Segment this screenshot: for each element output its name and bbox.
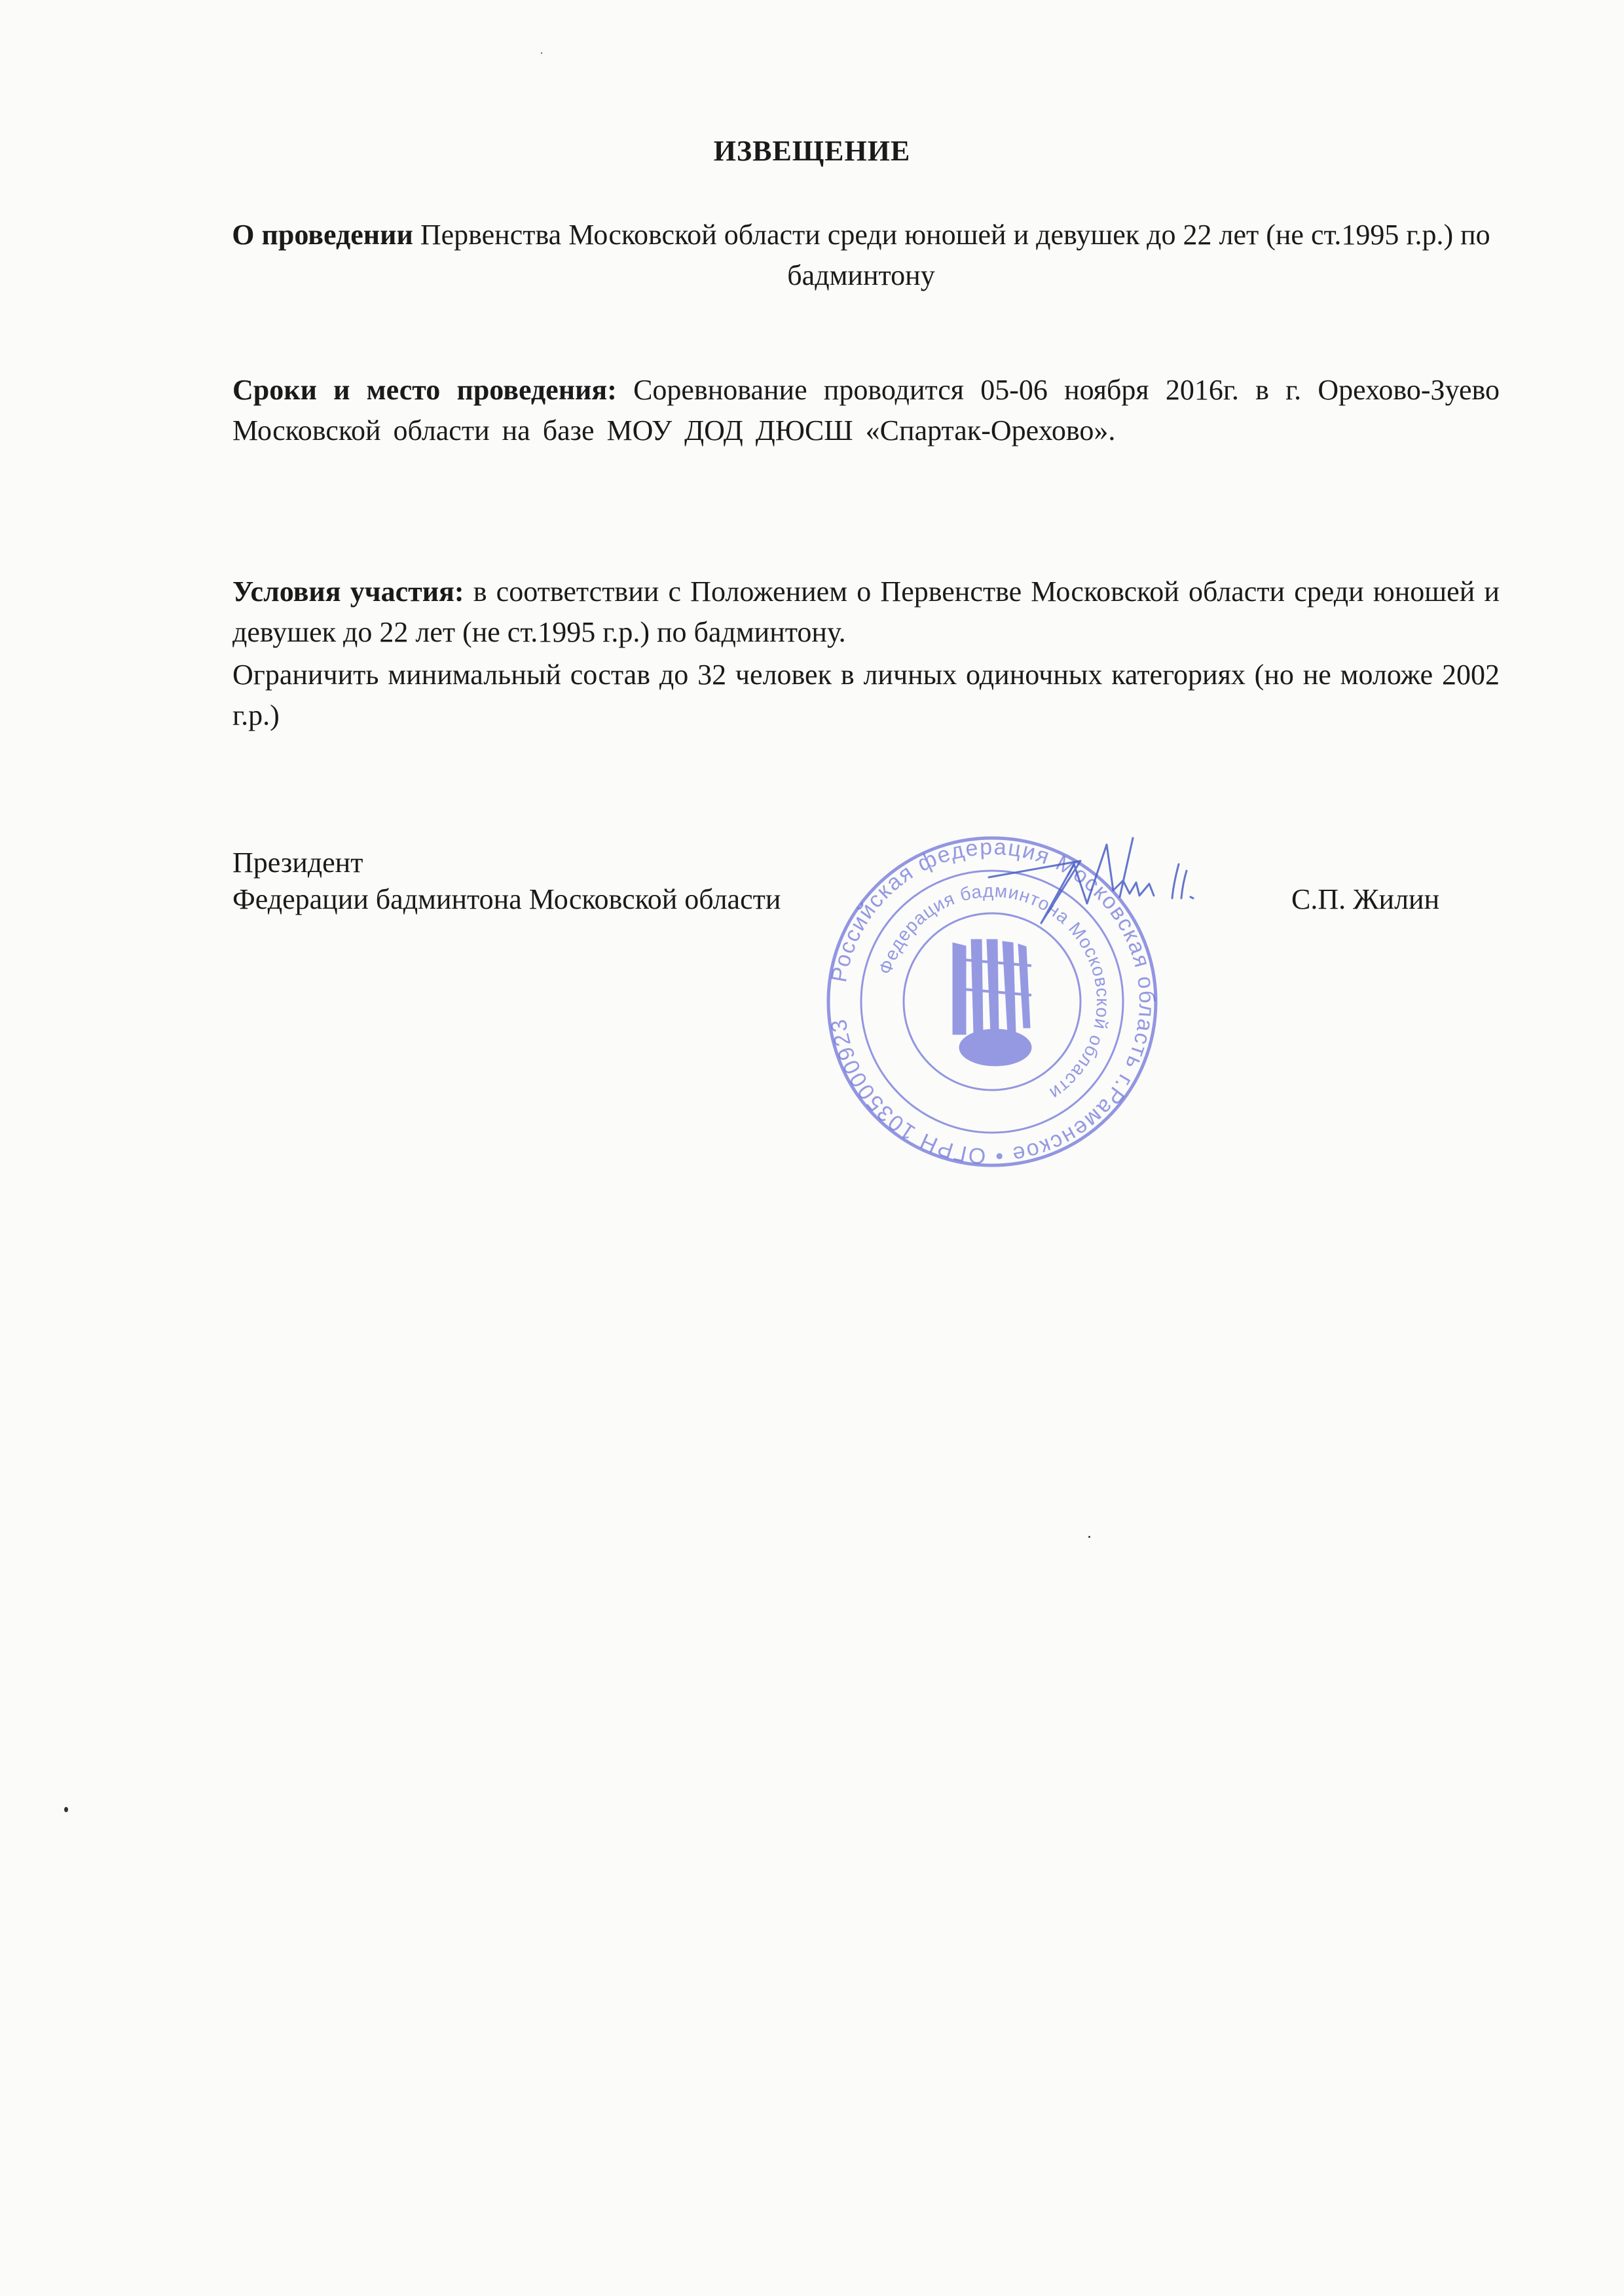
conditions-text: в соответствии с Положением о Первенстве Московской области среди юношей и девушек до 22 лет (не ст.1995 г.р.) по бадминтону. xyxy=(232,575,1500,648)
scan-speck xyxy=(541,52,542,54)
conditions-label: Условия участия: xyxy=(232,575,464,608)
signer-title xyxy=(232,845,781,918)
limit-paragraph: Ограничить минимальный состав до 32 человек в личных одиночных категориях (но не моложе 2002 г.р.) xyxy=(232,659,1500,731)
subtitle-bold: О проведении xyxy=(232,219,413,251)
signature-mark xyxy=(982,825,1231,943)
shuttlecock-icon xyxy=(953,939,1031,1066)
scan-speck xyxy=(64,1807,68,1812)
signer-name: С.П. Жилин xyxy=(1291,883,1440,915)
conditions-paragraph xyxy=(232,572,1500,653)
document-subtitle xyxy=(223,215,1500,296)
stamp-outer-text: Российская федерация Московская область г.Раменское • ОГРН 1035000923 xyxy=(826,834,1160,1169)
signer-title-line2: Федерации бадминтона Московской области xyxy=(232,883,781,915)
dates-label: Сроки и место проведения: xyxy=(232,374,617,406)
dates-paragraph xyxy=(232,370,1500,451)
dates-text: Соревнование проводится 05-06 ноября 2016г. в г. Орехово-Зуево Московской области на базе МОУ ДОД ДЮСШ «Спартак-Орехово». xyxy=(232,374,1500,446)
stamp-inner-text: Федерация бадминтона Московской области xyxy=(874,880,1114,1104)
signer-title-line1: Президент xyxy=(232,847,363,879)
scan-speck xyxy=(1088,1536,1090,1538)
document-title: ИЗВЕЩЕНИЕ xyxy=(713,135,911,167)
subtitle-text: Первенства Московской области среди юношей и девушек до 22 лет (не ст.1995 г.р.) по бадминтону xyxy=(413,219,1490,291)
